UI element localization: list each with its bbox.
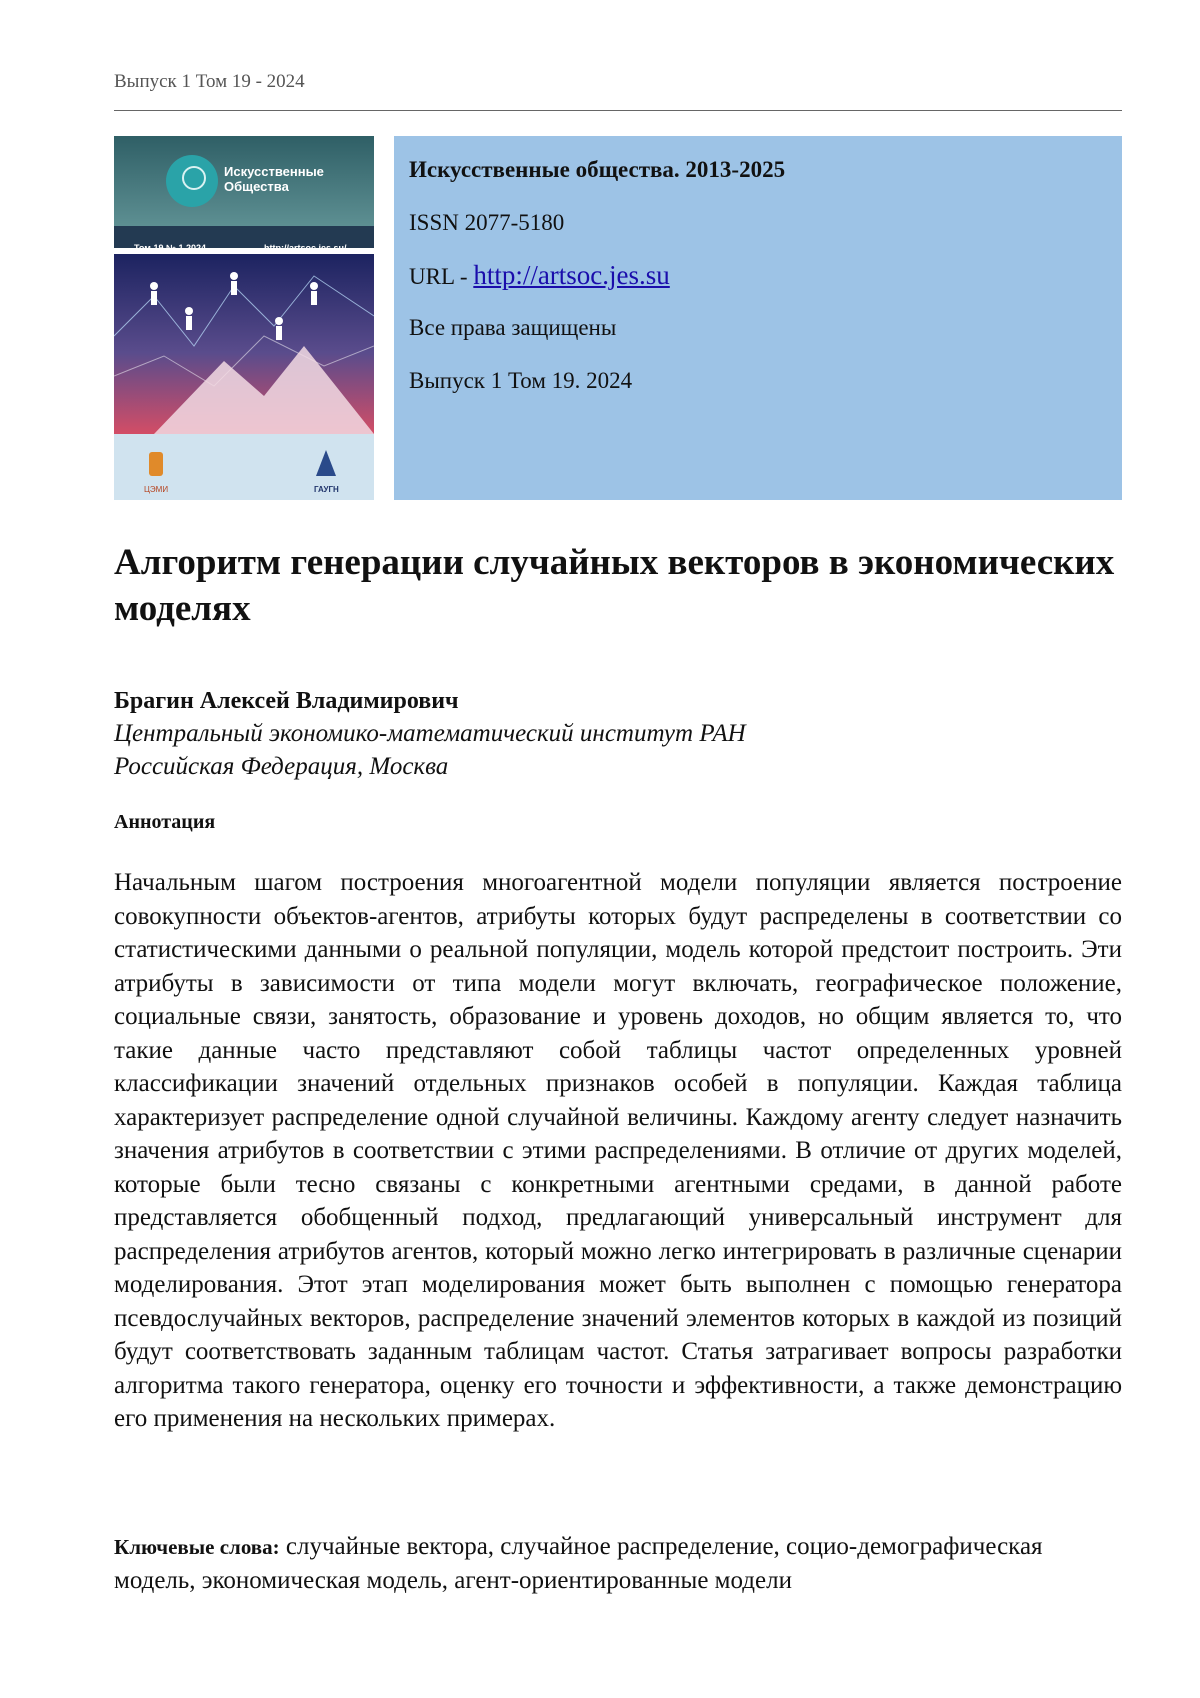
cover-logo-left: ЦЭМИ [144,485,169,494]
abstract-text: Начальным шагом построения многоагентной модели популяции является построение совокупности объектов-агентов, атрибуты которых будут распределены в соответствии со статистическими данными о реальной популяции, модель которой предстоит построить. Эти атрибуты в зависимости от типа модели могут включать, географическое положение, социальные связи, занятость, образование и уровень доходов, но общим является то, что такие данные часто представляют собой таблицы частот определенных уровней классификации значений отдельных признаков особей в популяции. Каждая таблица характеризует распределение одной случайной величины. Каждому агенту следует назначить значения атрибутов в соответствии с этими распределениями. В отличие от других моделей, которые были тесно связаны с конкретными агентными средами, в данной работе представляется обобщенный подход, предлагающий универсальный инструмент для распределения атрибутов агентов, который можно легко интегрировать в различные сценарии моделирования. Этот этап моделирования может быть выполнен с помощью генератора псевдослучайных векторов, распределение значений элементов которых в каждой из позиций будут соответствовать заданным таблицам частот. Статья затрагивает вопросы разработки алгоритма такого генератора, оценку его точности и эффективности, а также демонстрацию его применения на нескольких примерах. [114,869,1122,1432]
cover-issue: Том 19 № 1 2024 [134,243,207,253]
cover-url: http://artsoc.jes.su/ [264,243,347,253]
running-head: Выпуск 1 Том 19 - 2024 [114,71,305,92]
url-prefix: URL - [409,264,474,289]
cover-journal-name-1: Искусственные [224,164,324,179]
keywords-text: случайные вектора, случайное распределение, социо-демографическая модель, экономическая модель, агент-ориентированные модели [114,1533,1043,1594]
issn: ISSN 2077-5180 [409,210,565,235]
journal-url-link[interactable]: http://artsoc.jes.su [473,260,670,290]
header-rule [114,110,1122,111]
cover-journal-name-2: Общества [224,179,289,194]
journal-info-box [394,136,1122,500]
url-line [409,262,1107,289]
abstract-heading: Аннотация [114,811,216,833]
cover-logo-right: ГАУГН [314,485,339,494]
journal-cover-image [114,136,374,500]
keywords [114,1530,1122,1598]
cemi-logo-icon [149,452,163,476]
brain-logo-icon [166,155,218,207]
author-location: Российская Федерация, Москва [114,753,449,780]
author-name: Брагин Алексей Владимирович [114,688,459,714]
issue-info: Выпуск 1 Том 19. 2024 [409,368,633,393]
author-affiliation: Центральный экономико-математический институт РАН [114,720,746,747]
journal-title: Искусственные общества. 2013-2025 [409,157,786,182]
rights: Все права защищены [409,315,617,340]
article-title: Алгоритм генерации случайных векторов в экономических моделях [114,542,1115,629]
keywords-label: Ключевые слова: [114,1535,280,1559]
